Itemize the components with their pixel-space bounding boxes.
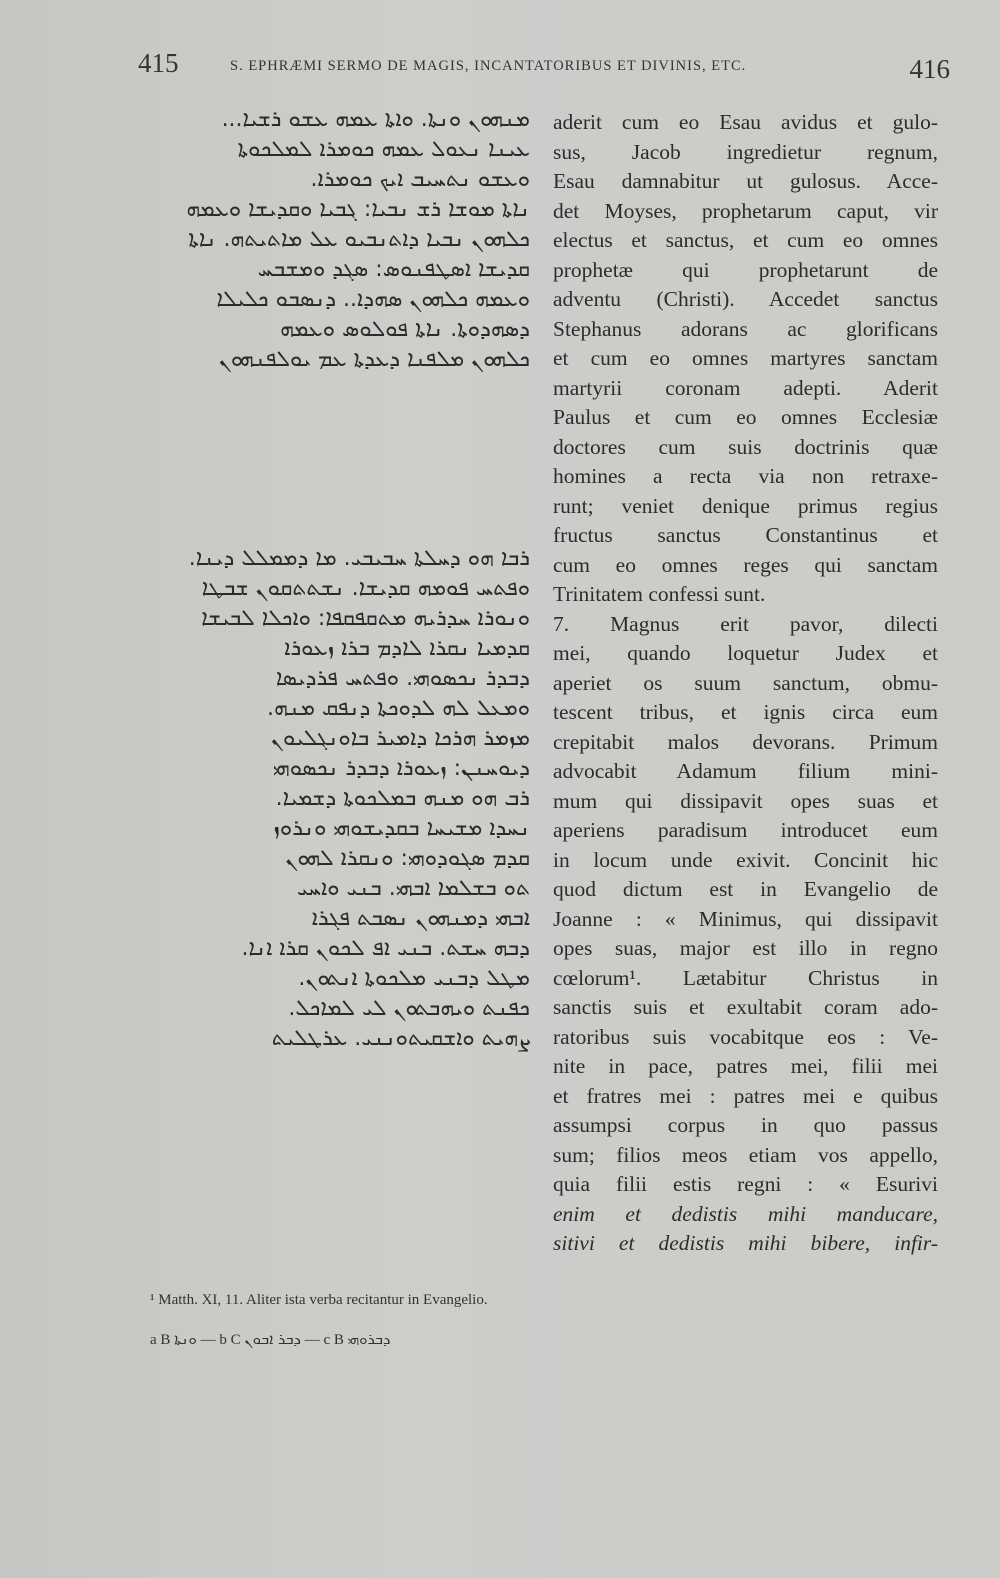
latin-line: et fratres mei : patres mei e quibus — [553, 1083, 938, 1108]
syriac-line: ܟܦܢܬ ܘܝܗܒܬܘܢ ܠܝ ܠܡܐܟܠ. — [288, 996, 530, 1021]
latin-line: Stephanus adorans ac glorificans — [553, 316, 938, 341]
syriac-line: ܩܕܝܫܐ ܐܣܛܦܢܘܣ: ܣܓܕ ܘܡܫܒܚ — [257, 257, 530, 282]
syriac-line: ܘܡܥܠ ܠܗ ܠܕܘܟܬܐ ܕܢܦܩ ܡܢܗ. — [267, 696, 530, 721]
running-title: S. EPHRÆMI SERMO DE MAGIS, INCANTATORIBUS ET DIVINIS, ETC. — [230, 58, 747, 74]
latin-column — [553, 108, 938, 1259]
latin-line: assumpsi corpus in quo passus — [553, 1113, 938, 1137]
syriac-line: ܢܐܬܐ ܡܘܫܐ ܪܫ ܢܒܝܐ: ܓܒܝܐ ܘܩܕܝܫܐ ܘܥܡܗ — [186, 197, 530, 222]
latin-line: sanctis suis et exultabit coram ado- — [553, 995, 938, 1019]
latin-line: tescent tribus, et ignis circa eum — [553, 700, 938, 724]
syriac-line: ܪܒ ܗܘ ܡܢܗ ܒܡܠܟܘܬܐ ܕܫܡܝܐ. — [275, 786, 530, 811]
variant-b-label: b C — [219, 1332, 241, 1348]
syriac-line: ܩܕܡ ܣܓܘܕܘܗܝ: ܘܢܩܪܐ ܠܗܘܢ — [285, 846, 530, 871]
variant-readings — [150, 1330, 390, 1349]
syriac-line: ܡܙܡܪ ܗܪܟܐ ܕܐܡܝܪ ܒܐܘܢܓܠܝܘܢ — [271, 726, 530, 751]
syriac-line: ܡܛܠ ܕܒܢܝ ܡܠܟܘܬܐ ܐܢܬܘܢ. — [298, 966, 530, 991]
latin-line: crepitabit malos devorans. Primum — [553, 729, 938, 754]
page-number-right: 416 — [909, 54, 950, 84]
page-header — [130, 48, 960, 88]
latin-line: 7. Magnus erit pavor, dilecti — [553, 611, 938, 636]
syriac-line: ܕܒܗ ܚܫܬ. ܒܢܝ ܐܦ ܠܟܘܢ ܩܪܐ ܐܢܐ. — [241, 936, 530, 961]
latin-line: martyrii coronam adepti. Aderit — [553, 375, 938, 400]
latin-line: aperiet os suum sanctum, obmu- — [553, 670, 938, 695]
latin-line: ratoribus suis vocabitque eos : Ve- — [553, 1024, 938, 1049]
latin-line: det Moyses, prophetarum caput, vir — [553, 198, 938, 223]
variant-separator: — — [304, 1332, 320, 1348]
syriac-paragraph-1 — [130, 105, 530, 375]
latin-line: in locum unde exivit. Concinit hic — [553, 847, 938, 872]
latin-line: cum eo omnes reges qui sanctam — [553, 552, 938, 577]
latin-line: quod dictum est in Evangelio de — [553, 877, 938, 901]
latin-line: nite in pace, patres mei, filii mei — [553, 1054, 938, 1078]
syriac-column — [130, 105, 530, 1054]
syriac-line: ܟܠܗܘܢ ܡܠܦܢܐ ܕܥܕܬܐ ܥܡ ܝܘܠܦܢܗܘܢ — [218, 347, 530, 372]
latin-line: sitivi et dedistis mihi bibere, infir- — [553, 1231, 938, 1255]
latin-line: advocabit Adamum filium mini- — [553, 759, 938, 783]
syriac-line: ܕܒܕܪ ܢܟܣܘܗܝ. ܘܦܬܚ ܦܪܕܝܣܐ — [275, 666, 530, 691]
variant-a-text: ܘܢܬܐ — [174, 1330, 197, 1348]
syriac-line: ܕܣܗܕܘܬܐ. ܢܐܬܐ ܦܘܠܘܣ ܘܥܡܗ — [280, 317, 530, 342]
syriac-line: ܘܥܡܗ ܟܠܗܘܢ ܣܗܕܐ.. ܕܢܣܒܘ ܟܠܝܠܐ — [216, 287, 530, 312]
latin-line: Trinitatem confessi sunt. — [553, 582, 766, 606]
syriac-line: ܐܒܗܝ ܕܡܢܗܘܢ ܢܣܒܬ ܦܓܪܐ — [311, 906, 530, 931]
syriac-line: ܕܝܘܚܢܢ: ܙܥܘܪܐ ܕܒܕܪ ܢܟܣܘܗܝ — [272, 756, 530, 781]
page-number-left: 415 — [138, 48, 179, 78]
latin-line: quia filii estis regni : « Esurivi — [553, 1172, 938, 1196]
latin-line: electus et sanctus, et cum eo omnes — [553, 228, 938, 252]
variant-b-text: ܕܒܪ ܐܒܘܢ — [244, 1330, 301, 1348]
latin-line: aderit cum eo Esau avidus et gulo- — [553, 110, 938, 134]
latin-line: Joanne : « Minimus, qui dissipavit — [553, 906, 938, 931]
syriac-line: ܥܝܢܐ ܢܥܘܠ ܥܡܗ ܟܘܡܪܐ ܠܡܠܟܘܬܐ — [237, 137, 530, 162]
latin-line: homines a recta via non retraxe- — [553, 464, 938, 488]
syriac-line: ܩܕܡܝܐ ܢܩܪܐ ܠܐܕܡ ܒܪܐ ܙܥܘܪܐ — [284, 636, 530, 661]
paragraph-gap — [130, 375, 530, 544]
latin-line: sus, Jacob ingredietur regnum, — [553, 139, 938, 164]
latin-line: Esau damnabitur ut gulosus. Acce- — [553, 169, 938, 193]
latin-line: runt; veniet denique primus regius — [553, 493, 938, 518]
latin-line: adventu (Christi). Accedet sanctus — [553, 287, 938, 311]
variant-separator: — — [200, 1332, 216, 1348]
syriac-line: ܘܥܫܘ ܢܬܚܝܒ ܐܝܟ ܟܘܡܪܐ. — [310, 167, 530, 192]
syriac-line: ܟܠܗܘܢ ܢܒܝܐ ܕܐܬܢܒܝܘ ܥܠ ܡܐܬܝܬܗ. ܢܐܬܐ — [188, 227, 530, 252]
latin-line: opes suas, major est illo in regno — [553, 936, 938, 960]
latin-line: et cum eo omnes martyres sanctam — [553, 346, 938, 370]
latin-line: doctores cum suis doctrinis quæ — [553, 434, 938, 459]
latin-line: fructus sanctus Constantinus et — [553, 523, 938, 547]
variant-c-label: c B — [323, 1332, 344, 1348]
syriac-line: ܢܚܕܐ ܡܫܝܚܐ ܒܩܕܝܫܘܗܝ ܘܢܪܘܙ — [273, 816, 530, 841]
syriac-line: ܘܦܬܚ ܦܘܡܗ ܩܕܝܫܐ. ܢܫܬܬܩܘܢ ܫܒܛܐ — [201, 576, 530, 601]
latin-line: prophetæ qui prophetarunt de — [553, 257, 938, 282]
latin-line: enim et dedistis mihi manducare, — [553, 1201, 938, 1226]
variant-c-text: ܕܒܪܘܗܝ — [347, 1330, 391, 1348]
latin-line: Paulus et cum eo omnes Ecclesiæ — [553, 405, 938, 429]
syriac-line: ܬܘ ܒܫܠܡܐ ܐܒܗܝ. ܒܢܝ ܘܐܚܝ — [296, 876, 530, 901]
latin-line: mum qui dissipavit opes suas et — [553, 788, 938, 813]
syriac-paragraph-2 — [130, 544, 530, 1054]
syriac-line: ܪܒܐ ܗܘ ܕܚܠܬܐ ܚܒܝܒܝ. ܡܐ ܕܡܡܠܠ ܕܝܢܐ. — [188, 546, 530, 571]
latin-line: aperiens paradisum introducet eum — [553, 818, 938, 842]
variant-a-label: a B — [150, 1332, 171, 1348]
latin-line: sum; filios meos etiam vos appello, — [553, 1142, 938, 1167]
latin-line: cœlorum¹. Lætabitur Christus in — [553, 965, 938, 990]
latin-line: mei, quando loquetur Judex et — [553, 641, 938, 665]
syriac-line: ܨܗܝܬ ܘܐܫܩܝܬܘܢܢܝ. ܥܪܛܠܝܬ — [271, 1026, 530, 1051]
footnote: ¹ Matth. XI, 11. Aliter ista verba recitantur in Evangelio. — [150, 1292, 488, 1308]
syriac-line: ܘܢܘܪܐ ܚܕܪܝܗ ܡܬܩܦܩܦܐ: ܘܐܟܠܐ ܠܒܝܫܐ — [201, 606, 530, 631]
syriac-line: ܡܢܗܘܢ ܘܢܬܐ. ܘܐܬܐ ܥܡܗ ܥܫܘ ܪܫܝܐ... — [221, 107, 530, 132]
